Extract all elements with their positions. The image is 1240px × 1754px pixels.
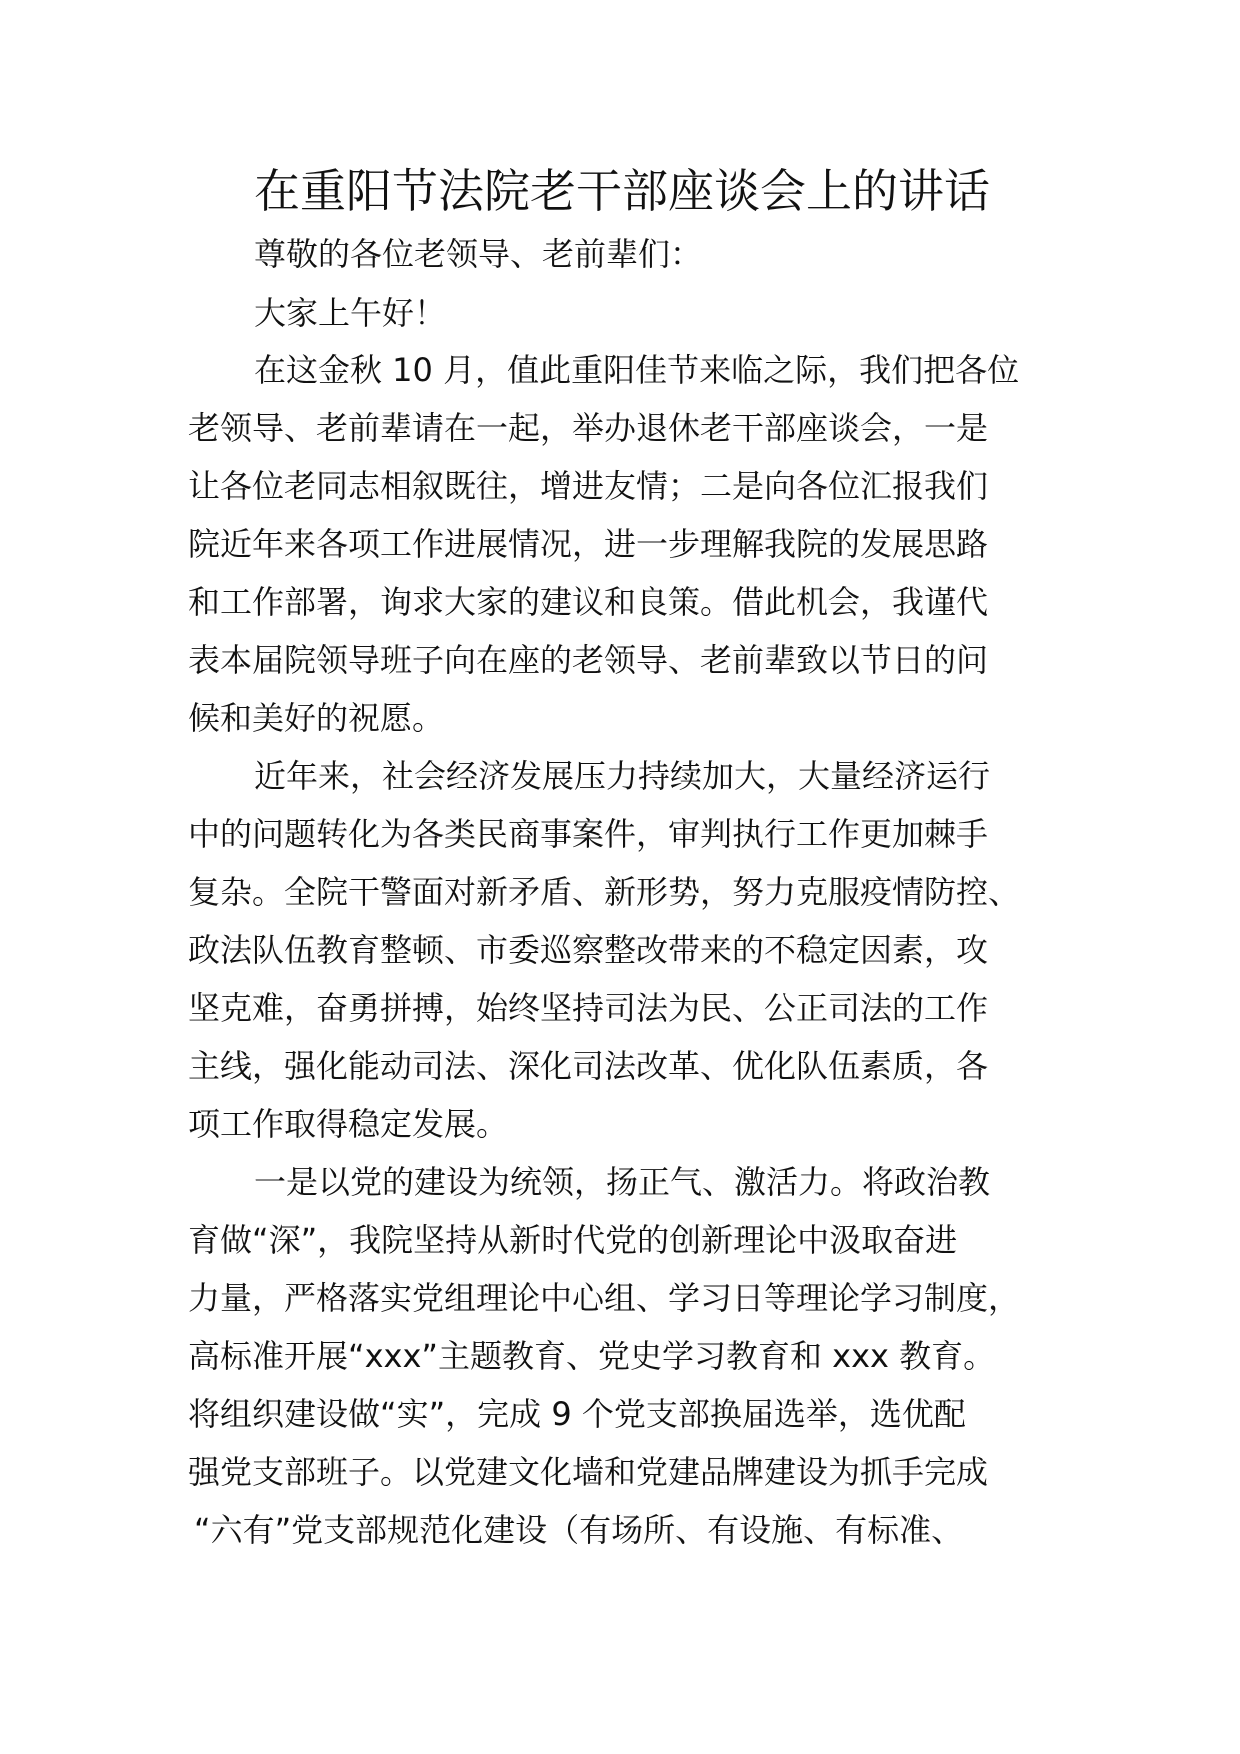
- paragraph-1-line-7: 候和美好的祝愿。: [188, 699, 445, 737]
- paragraph-1-line-3: 让各位老同志相叙既往，增进友情；二是向各位汇报我们: [188, 467, 989, 505]
- paragraph-3-line-4: 高标准开展“xxx”主题教育、党史学习教育和 xxx 教育。: [188, 1337, 996, 1375]
- paragraph-3-line-7: “六有”党支部规范化建设（有场所、有设施、有标准、: [194, 1511, 964, 1549]
- paragraph-1-line-1: 在这金秋 10 月，值此重阳佳节来临之际，我们把各位: [254, 351, 1020, 389]
- paragraph-2-line-2: 中的问题转化为各类民商事案件，审判执行工作更加棘手: [188, 815, 989, 853]
- paragraph-2-line-6: 主线，强化能动司法、深化司法改革、优化队伍素质，各: [188, 1047, 989, 1085]
- paragraph-1-line-5: 和工作部署，询求大家的建议和良策。借此机会，我谨代: [188, 583, 989, 621]
- document-title: 在重阳节法院老干部座谈会上的讲话: [254, 164, 990, 218]
- paragraph-2-line-3: 复杂。全院干警面对新矛盾、新形势，努力克服疫情防控、: [188, 873, 1021, 911]
- paragraph-3-line-5: 将组织建设做“实”，完成 9 个党支部换届选举，选优配: [188, 1395, 966, 1433]
- paragraph-2-line-5: 坚克难，奋勇拼搏，始终坚持司法为民、公正司法的工作: [188, 989, 989, 1027]
- paragraph-1-line-4: 院近年来各项工作进展情况，进一步理解我院的发展思路: [188, 525, 989, 563]
- paragraph-3-line-1: 一是以党的建设为统领，扬正气、激活力。将政治教: [254, 1163, 991, 1201]
- paragraph-2-line-4: 政法队伍教育整顿、市委巡察整改带来的不稳定因素，攻: [188, 931, 989, 969]
- paragraph-3-line-6: 强党支部班子。以党建文化墙和党建品牌建设为抓手完成: [188, 1453, 989, 1491]
- paragraph-3-line-2: 育做“深”，我院坚持从新时代党的创新理论中汲取奋进: [188, 1221, 958, 1259]
- paragraph-2-line-7: 项工作取得稳定发展。: [188, 1105, 509, 1143]
- paragraph-3-line-3: 力量，严格落实党组理论中心组、学习日等理论学习制度，: [188, 1279, 1021, 1317]
- paragraph-1-line-2: 老领导、老前辈请在一起，举办退休老干部座谈会，一是: [188, 409, 989, 447]
- paragraph-1-line-6: 表本届院领导班子向在座的老领导、老前辈致以节日的问: [188, 641, 989, 679]
- greeting-line: 尊敬的各位老领导、老前辈们：: [254, 235, 703, 273]
- paragraph-2-line-1: 近年来，社会经济发展压力持续加大，大量经济运行: [254, 757, 991, 795]
- salutation-line: 大家上午好！: [254, 294, 447, 332]
